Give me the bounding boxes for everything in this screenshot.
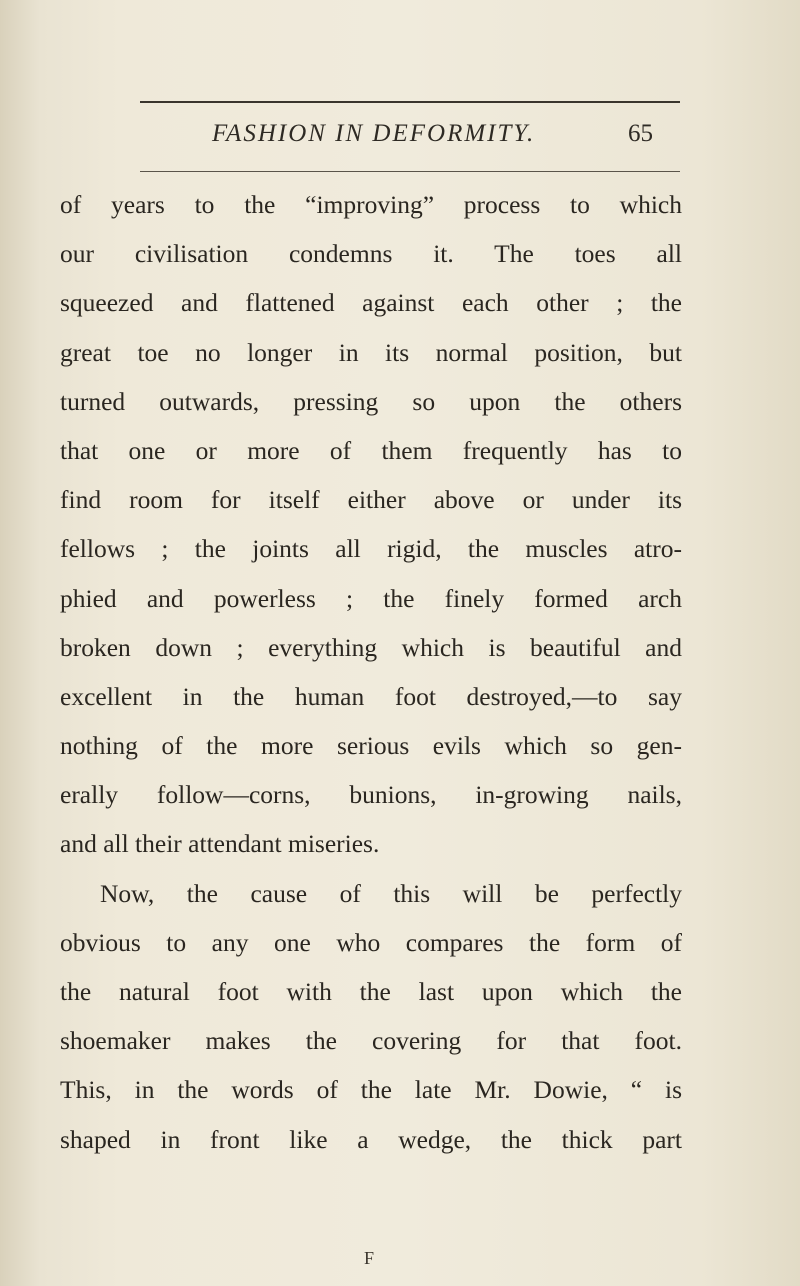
text-line: our civilisation condemns it. The toes all (60, 239, 682, 269)
text-line: of years to the “improving” process to which (60, 190, 682, 219)
signature-mark: F (364, 1248, 375, 1268)
page-number: 65 (628, 120, 653, 147)
text-line: excellent in the human foot destroyed,—to say (60, 681, 682, 711)
body-text (60, 180, 682, 1164)
header-rule (140, 171, 680, 172)
text-line: squeezed and flattened against each other ; the (60, 288, 682, 318)
text-line: the natural foot with the last upon which the (60, 977, 682, 1006)
text-line: broken down ; everything which is beautiful and (60, 632, 682, 662)
text-line: This, in the words of the late Mr. Dowie, “ is (60, 1075, 682, 1105)
text-line: great toe no longer in its normal position, but (60, 337, 682, 367)
text-line: nothing of the more serious evils which so gen- (60, 731, 682, 761)
text-line: find room for itself either above or under its (60, 485, 682, 515)
text-line: phied and powerless ; the finely formed arch (60, 583, 682, 613)
text-line: that one or more of them frequently has to (60, 435, 682, 465)
text-line: turned outwards, pressing so upon the others (60, 386, 682, 416)
text-line: obvious to any one who compares the form of (60, 927, 682, 957)
running-head-title: FASHION IN DEFORMITY. (212, 120, 536, 147)
text-line: erally follow—corns, bunions, in-growing nails, (60, 780, 682, 810)
text-line: fellows ; the joints all rigid, the muscles atro- (60, 534, 682, 564)
text-line: shoemaker makes the covering for that foot. (60, 1026, 682, 1056)
top-rule (140, 101, 680, 103)
text-line: and all their attendant miseries. (60, 829, 380, 859)
text-line: shaped in front like a wedge, the thick part (60, 1124, 682, 1154)
text-line: Now, the cause of this will be perfectly (100, 878, 682, 908)
